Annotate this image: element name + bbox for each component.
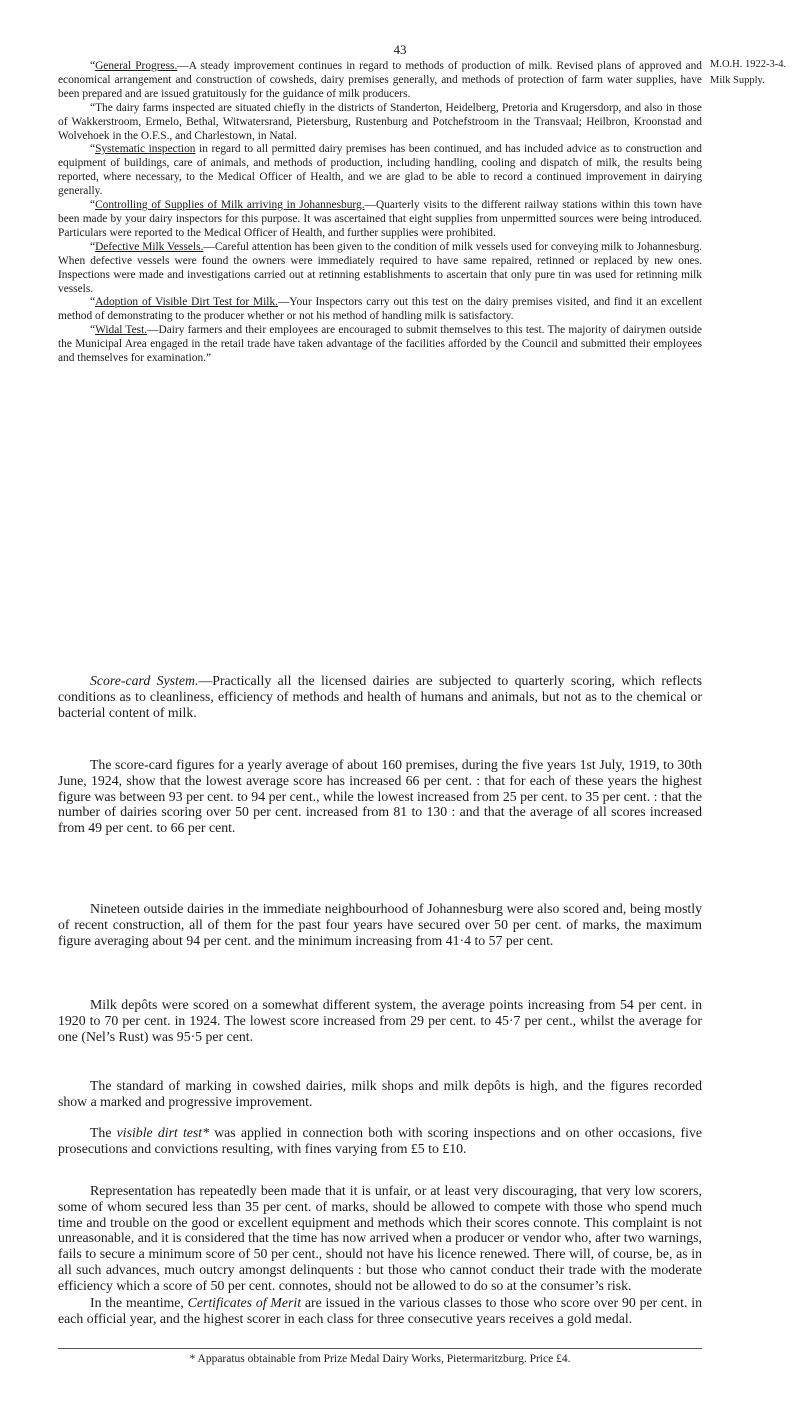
body-section bbox=[58, 997, 702, 1044]
quote-paragraph: “Defective Milk Vessels.—Careful attention has been given to the condition of milk vessels used for conveying milk to Johannesburg. When defective vessels were found the owners were immediately required to have same repaired, retinned or replaced by new ones. Inspections were made and investigations carried out at retinning establishments to ascertain that only pure tin was used for retinning milk vessels. bbox=[58, 240, 702, 295]
body-paragraph bbox=[58, 901, 702, 948]
quote-text: —Dairy farmers and their employees are encouraged to submit themselves to this test. The majority of dairymen outside the Municipal Area engaged in the retail trade have taken advantage of the facilities afforded by the Council and submitted their employees and themselves for examination.” bbox=[58, 324, 702, 365]
body-section bbox=[58, 1078, 702, 1110]
paragraph-text: The bbox=[90, 1125, 117, 1140]
section-heading: Score-card System. bbox=[90, 673, 199, 688]
emphasis-text: visible dirt test* bbox=[116, 1125, 210, 1140]
margin-report-reference: M.O.H. 1922-3-4. bbox=[710, 59, 787, 70]
paragraph-text: Milk depôts were scored on a somewhat different system, the average points increasing from 54 per cent. in 1920 to 70 per cent. in 1924. The lowest score increased from 29 per cent. to 45·7 per cent., whilst the average for one (Nel’s Rust) was 95·5 per cent. bbox=[58, 997, 702, 1044]
paragraph-text: are issued in the various classes to those who score over 90 per cent. in each official year, and the highest scorer in each class for three consecutive years receives a gold medal. bbox=[58, 1295, 702, 1326]
quote-text: The dairy farms inspected are situated chiefly in the districts of Standerton, Heidelberg, Pretoria and Krugersdorp, and also in those of Wakkerstroom, Ermelo, Bethal, Witwatersrand, Pietersburg, Rustenburg and Potchefstroom in the Transvaal; Heilbron, Kroonstad and Wolvehoek in the O.F.S., and Charlestown, in Natal. bbox=[58, 101, 702, 142]
body-section bbox=[58, 1295, 702, 1327]
paragraph-text: —Practically all the licensed dairies are subjected to quarterly scoring, which reflects conditions as to cleanliness, efficiency of methods and health of humans and animals, but not as to the chemical or bacterial content of milk. bbox=[58, 673, 703, 720]
quote-text: in regard to all permitted dairy premises has been continued, and has included advice as to construction and equipment of buildings, care of animals, and methods of production, including handling, cooling and dispatch of milk, the results being reported, where necessary, to the Medical Officer of Health, and we are glad to be able to record a continued improvement in dairying generally. bbox=[58, 143, 703, 198]
body-paragraph bbox=[58, 997, 702, 1044]
body-paragraph bbox=[58, 1183, 702, 1294]
quote-paragraph: “Widal Test.—Dairy farmers and their employees are encouraged to submit themselves to this test. The majority of dairymen outside the Municipal Area engaged in the retail trade have taken advantage of the facilities afforded by the Council and submitted their employees and themselves for examination.” bbox=[58, 324, 702, 365]
quote-paragraph: “The dairy farms inspected are situated chiefly in the districts of Standerton, Heidelberg, Pretoria and Krugersdorp, and also in those of Wakkerstroom, Ermelo, Bethal, Witwatersrand, Pietersburg, Rustenburg and Potchefstroom in the Transvaal; Heilbron, Kroonstad and Wolvehoek in the O.F.S., and Charlestown, in Natal. bbox=[58, 101, 702, 142]
quote-text: —Your Inspectors carry out this test on the dairy premises visited, and find it an excellent method of demonstrating to the producer whether or not his method of handling milk is satisfactory. bbox=[58, 296, 702, 323]
quote-paragraph: “Controlling of Supplies of Milk arriving in Johannesburg.—Quarterly visits to the different railway stations within this town have been made by your dairy inspectors for this purpose. It was ascertained that eight supplies from unpermitted sources were being introduced. Particulars were reported to the Medical Officer of Health, and further supplies were prohibited. bbox=[58, 199, 702, 239]
paragraph-text: Nineteen outside dairies in the immediate neighbourhood of Johannesburg were also scored and, being mostly of recent construction, all of them for the past four years have secured over 50 per cent. of marks, the maximum figure averaging about 94 per cent. and the minimum increasing from 41·4 to 57 per cent. bbox=[58, 901, 702, 948]
paragraph-text: was applied in connection both with scoring inspections and on other occasions, five prosecutions and convictions resulting, with fines varying from £5 to £10. bbox=[58, 1125, 703, 1156]
body-section bbox=[58, 757, 702, 836]
quote-paragraph: “General Progress.—A steady improvement continues in regard to methods of production of milk. Revised plans of approved and economical arrangement and construction of cowsheds, dairy premises generally, and methods of protection of farm water supplies, have been prepared and are issued gratuitously for the guidance of milk producers. bbox=[58, 60, 702, 100]
quote-heading: Adoption of Visible Dirt Test for Milk. bbox=[95, 296, 278, 309]
quote-text: —Careful attention has been given to the condition of milk vessels used for conveying milk to Johannesburg. When defective vessels were found the owners were immediately required to have same repaired, retinned or replaced by new ones. Inspections were made and investigations carried out at retinning establishments to ascertain that only pure tin was used for retinning milk vessels. bbox=[58, 240, 702, 295]
quote-heading: General Progress. bbox=[95, 60, 178, 72]
margin-subject-label: Milk Supply. bbox=[710, 75, 765, 86]
body-paragraph bbox=[58, 673, 702, 720]
quote-text: —A steady improvement continues in regard to methods of production of milk. Revised plans of approved and economical arrangement and construction of cowsheds, dairy premises generally, and methods of protection of farm water supplies, have been prepared and are issued gratuitously for the guidance of milk producers. bbox=[58, 60, 702, 100]
body-paragraph bbox=[58, 1125, 702, 1157]
footnote: * Apparatus obtainable from Prize Medal Dairy Works, Pietermaritzburg. Price £4. bbox=[58, 1348, 702, 1366]
quote-heading: Widal Test. bbox=[95, 324, 148, 337]
paragraph-text: In the meantime, bbox=[90, 1295, 188, 1310]
body-paragraph bbox=[58, 757, 702, 836]
quote-heading: Controlling of Supplies of Milk arriving in Johannesburg. bbox=[95, 199, 365, 212]
emphasis-text: Certificates of Merit bbox=[187, 1295, 302, 1310]
quote-paragraph: “Systematic inspection in regard to all permitted dairy premises has been continued, and has included advice as to construction and equipment of buildings, care of animals, and methods of production, including handling, cooling and dispatch of milk, the results being reported, where necessary, to the Medical Officer of Health, and we are glad to be able to record a continued improvement in dairying generally. bbox=[58, 143, 703, 198]
body-section bbox=[58, 901, 702, 948]
quoted-report-section bbox=[58, 60, 702, 366]
body-section bbox=[58, 1183, 702, 1294]
paragraph-text: The standard of marking in cowshed dairies, milk shops and milk depôts is high, and the figures recorded show a marked and progressive improvement. bbox=[58, 1078, 702, 1109]
body-paragraph bbox=[58, 1295, 702, 1327]
quote-heading: Defective Milk Vessels. bbox=[95, 240, 204, 253]
page-number: 43 bbox=[393, 42, 407, 57]
quote-text: —Quarterly visits to the different railway stations within this town have been made by your dairy inspectors for this purpose. It was ascertained that eight supplies from unpermitted sources were being introduced. Particulars were reported to the Medical Officer of Health, and further supplies were prohibited. bbox=[58, 199, 702, 239]
body-section bbox=[58, 1125, 702, 1157]
body-paragraph bbox=[58, 1078, 702, 1110]
paragraph-text: The score-card figures for a yearly average of about 160 premises, during the five years 1st July, 1919, to 30th June, 1924, show that the lowest average score has increased 66 per cent. : that for each of these years the highest figure was between 93 per cent. to 94 per cent., while the lowest increased from 25 per cent. to 35 per cent. : that the number of dairies scoring over 50 per cent. increased from 81 to 130 : and that the average of all scores increased from 49 per cent. to 66 per cent. bbox=[58, 757, 702, 836]
body-section bbox=[58, 673, 702, 720]
quote-heading: Systematic inspection bbox=[95, 143, 196, 156]
quote-paragraph: “Adoption of Visible Dirt Test for Milk.—Your Inspectors carry out this test on the dairy premises visited, and find it an excellent method of demonstrating to the producer whether or not his method of handling milk is satisfactory. bbox=[58, 296, 702, 323]
paragraph-text: Representation has repeatedly been made that it is unfair, or at least very discouraging, that very low scorers, some of whom secured less than 35 per cent. of marks, should be allowed to compete with those who spend much time and trouble on the good or excellent equipment and methods which their scores connote. This complaint is not unreasonable, and it is considered that the time has now arrived when a producer or vendor who, after two warnings, fails to secure a minimum score of 50 per cent., should not have his licence renewed. There will, of course, be, as in all such advances, much outcry amongst delinquents : but those who cannot conduct their trade with the moderate efficiency which a score of 50 per cent. connotes, should not be allowed to do so at the consumer’s risk. bbox=[58, 1183, 702, 1293]
